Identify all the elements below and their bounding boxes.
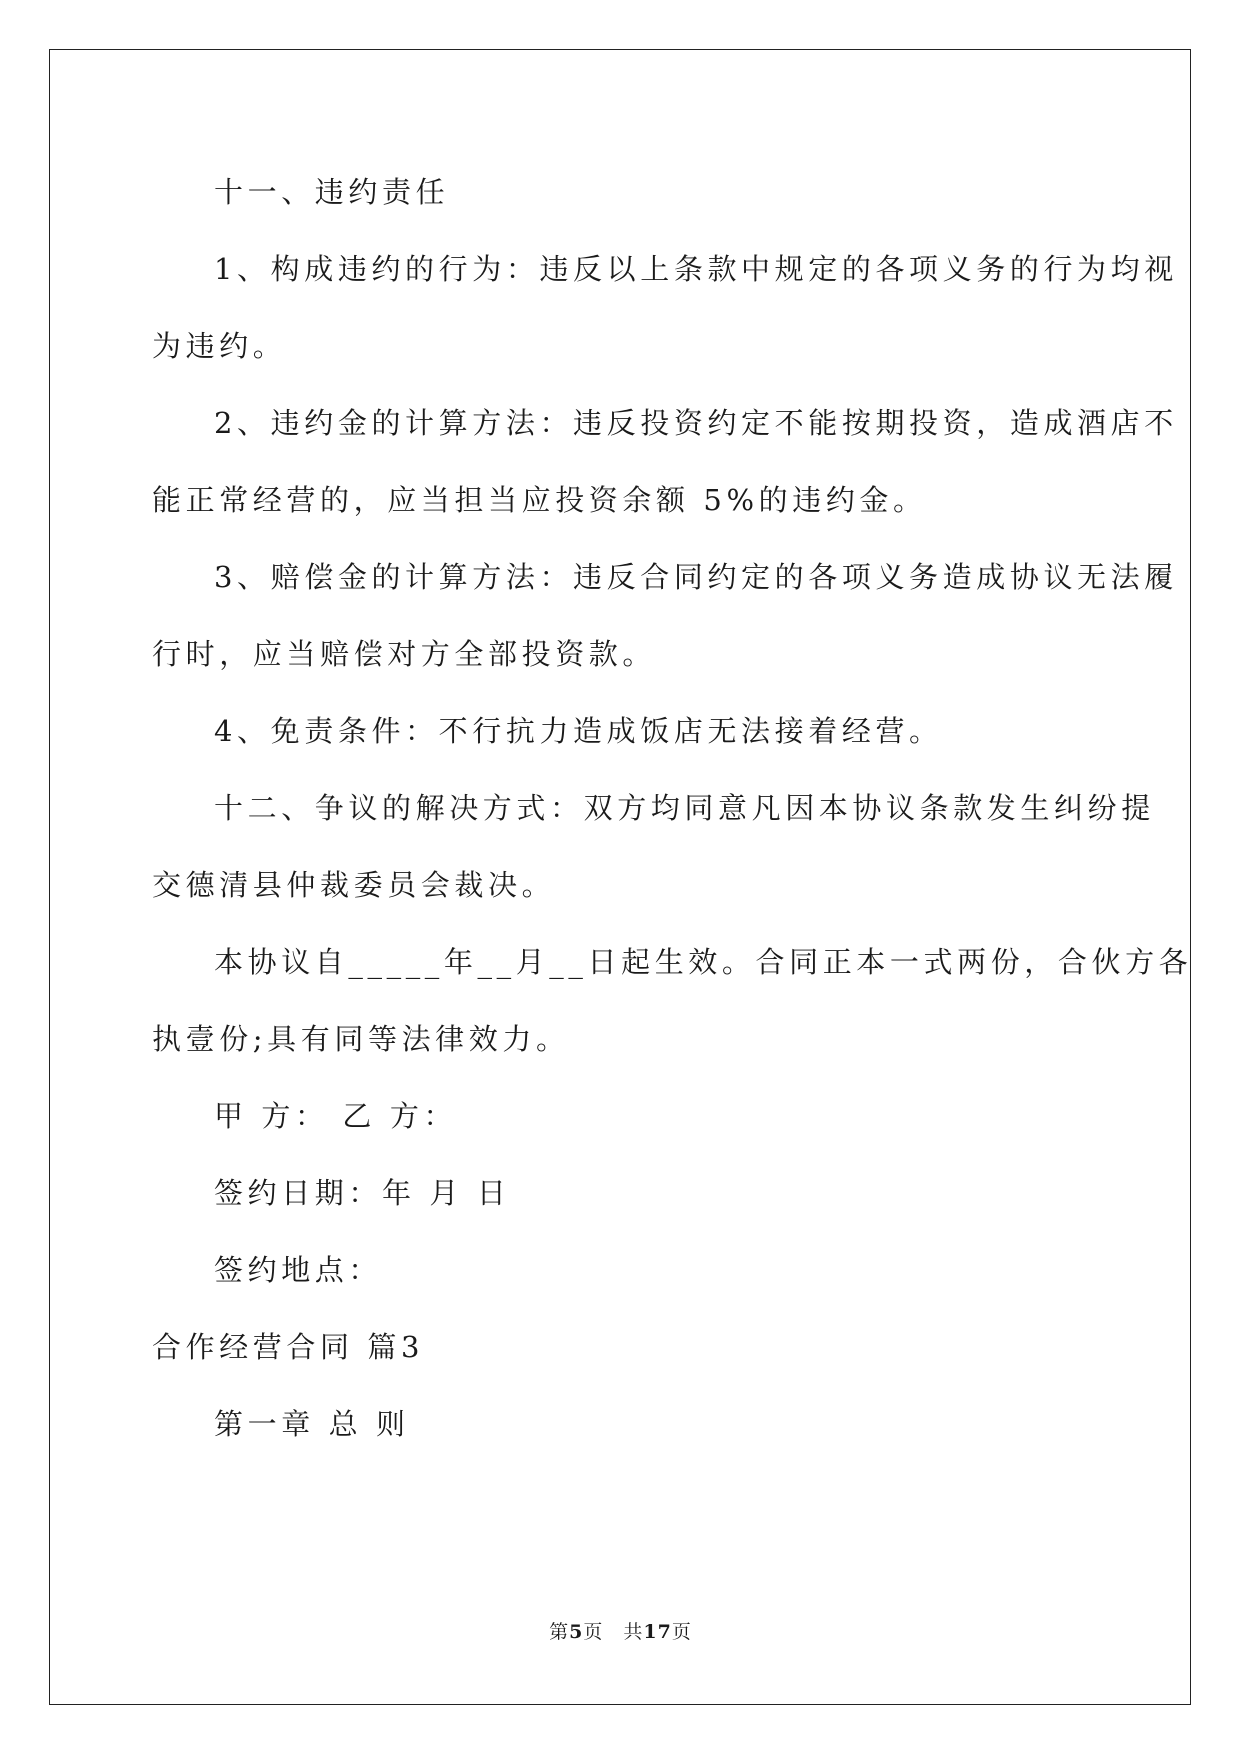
section-heading-dispute-resolution: 十二、争议的解决方式：双方均同意凡因本协议条款发生纠纷提: [214, 791, 1155, 825]
page-number-footer: [0, 1617, 1241, 1644]
section-heading-breach-liability: 十一、违约责任: [214, 175, 450, 209]
paragraph-line: 2、违约金的计算方法：违反投资约定不能按期投资，造成酒店不: [214, 406, 1178, 440]
signing-place-line: 签约地点：: [214, 1253, 383, 1287]
current-page-number: 5: [569, 1621, 584, 1643]
paragraph-line: 能正常经营的，应当担当应投资余额 5%的违约金。: [152, 483, 927, 517]
page-prefix: 第: [549, 1621, 570, 1643]
paragraph-line: 3、赔偿金的计算方法：违反合同约定的各项义务造成协议无法履: [214, 560, 1178, 594]
paragraph-line: 本协议自_____年__月__日起生效。合同正本一式两份，合伙方各: [214, 945, 1193, 979]
paragraph-line: 执壹份;具有同等法律效力。: [152, 1022, 570, 1056]
signing-date-line: 签约日期：年 月 日: [214, 1176, 511, 1210]
paragraph-line: 1、构成违约的行为：违反以上条款中规定的各项义务的行为均视: [214, 252, 1178, 286]
page-suffix: 页: [583, 1621, 604, 1643]
party-signature-line: 甲 方： 乙 方：: [214, 1099, 458, 1133]
total-prefix: 共: [623, 1621, 644, 1643]
chapter-heading: 第一章 总 则: [214, 1407, 410, 1441]
paragraph-line: 交德清县仲裁委员会裁决。: [152, 868, 556, 902]
contract-title: 合作经营合同 篇3: [152, 1330, 425, 1364]
paragraph-line: 为违约。: [152, 329, 287, 363]
paragraph-line: 4、免责条件：不行抗力造成饭店无法接着经营。: [214, 714, 943, 748]
total-suffix: 页: [671, 1621, 692, 1643]
paragraph-line: 行时，应当赔偿对方全部投资款。: [152, 637, 657, 671]
total-page-count: 17: [643, 1621, 672, 1643]
